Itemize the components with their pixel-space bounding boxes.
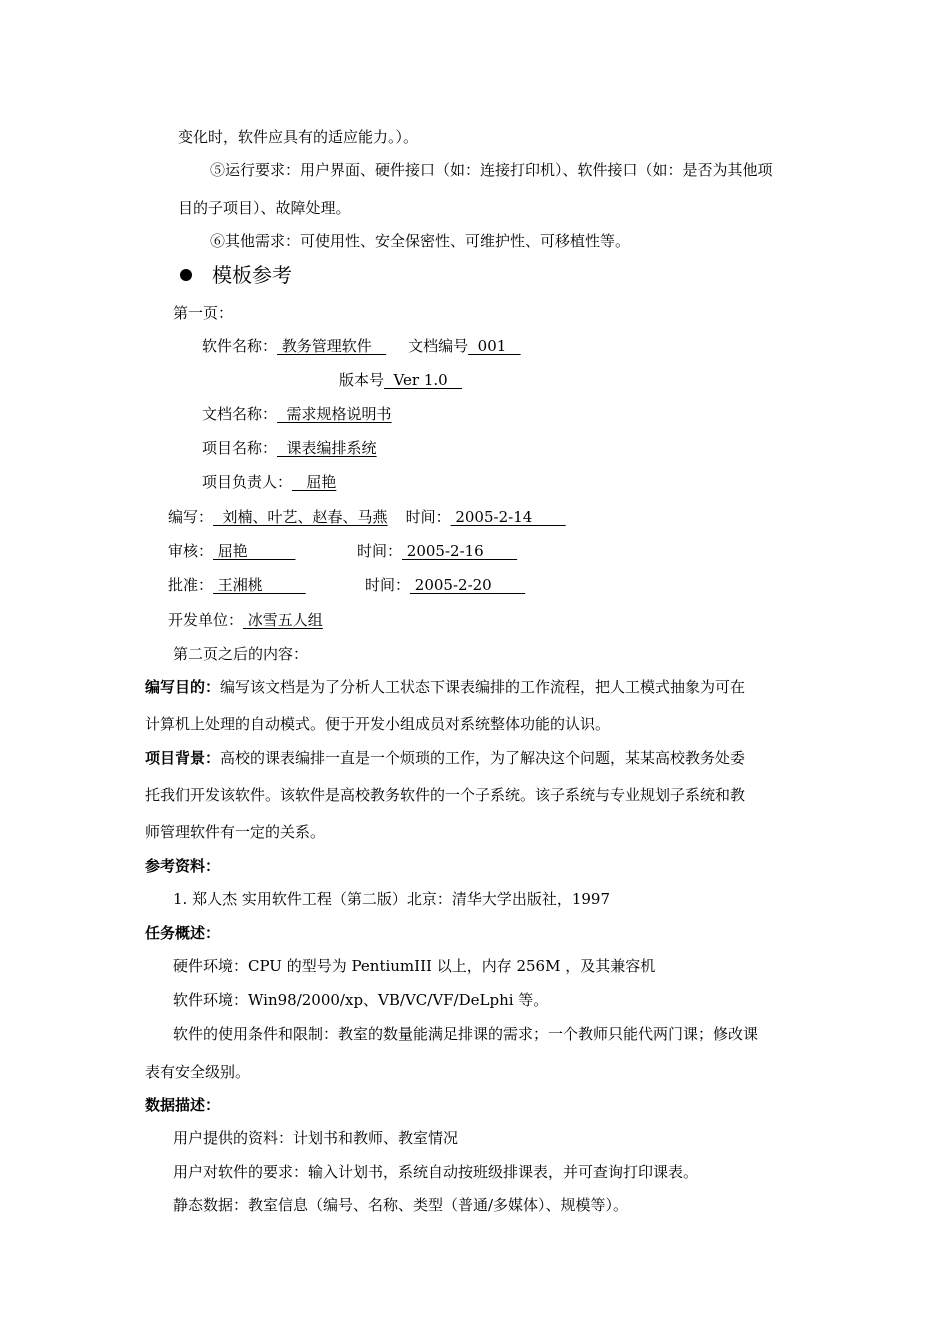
author-time-value: 2005-2-14 xyxy=(450,508,566,526)
background-text-cont: 托我们开发该软件。该软件是高校教务软件的一个子系统。该子系统与专业规划子系统和教 xyxy=(145,786,746,804)
approve-value: 王湘桃 xyxy=(213,576,306,594)
background-paragraph xyxy=(145,748,745,768)
software-name-row xyxy=(202,336,521,356)
first-page-label: 第一页： xyxy=(173,304,234,322)
project-name-row xyxy=(202,438,377,458)
version-row xyxy=(339,370,462,390)
doc-number-label: 文档编号 xyxy=(408,337,469,355)
review-row xyxy=(168,541,295,561)
version-label: 版本号 xyxy=(339,371,385,389)
software-name-label: 软件名称： xyxy=(202,337,278,355)
purpose-label: 编写目的： xyxy=(145,678,221,696)
approve-label: 批准： xyxy=(168,576,214,594)
author-label: 编写： xyxy=(168,508,214,526)
requirement-item-5: ⑤运行要求：用户界面、硬件接口（如：连接打印机）、软件接口（如：是否为其他项 xyxy=(210,161,773,179)
doc-name-row xyxy=(202,404,392,424)
background-text-cont: 师管理软件有一定的关系。 xyxy=(145,823,326,841)
purpose-text-cont: 计算机上处理的自动模式。便于开发小组成员对系统整体功能的认识。 xyxy=(145,715,611,733)
constraints: 软件的使用条件和限制：教室的数量能满足排课的需求；一个教师只能代两门课；修改课 xyxy=(173,1025,759,1043)
dev-unit-value: 冰雪五人组 xyxy=(243,611,323,629)
data-label: 数据描述： xyxy=(145,1096,221,1114)
section-heading: 模板参考 xyxy=(212,263,292,287)
author-row xyxy=(168,507,566,527)
purpose-paragraph xyxy=(145,677,745,697)
doc-name-value: 需求规格说明书 xyxy=(277,405,392,423)
reference-item: 1. 郑人杰 实用软件工程（第二版）北京：清华大学出版社，1997 xyxy=(173,890,611,908)
requirement-item-5-cont: 目的子项目）、故障处理。 xyxy=(178,199,351,217)
approve-time-label: 时间： xyxy=(365,576,411,594)
author-time-label: 时间： xyxy=(405,508,451,526)
review-label: 审核： xyxy=(168,542,214,560)
static-data: 静态数据：教室信息（编号、名称、类型（普通/多媒体）、规模等）。 xyxy=(173,1196,629,1214)
project-lead-value: 屈艳 xyxy=(292,473,337,491)
project-name-value: 课表编排系统 xyxy=(277,439,377,457)
bullet-icon xyxy=(180,269,192,281)
background-text: 高校的课表编排一直是一个烦琐的工作，为了解决这个问题，某某高校教务处委 xyxy=(220,749,746,767)
project-name-label: 项目名称： xyxy=(202,439,278,457)
user-requirements: 用户对软件的要求：输入计划书，系统自动按班级排课表，并可查询打印课表。 xyxy=(173,1163,699,1181)
approve-row xyxy=(168,575,306,595)
author-value: 刘楠、叶艺、赵春、马燕 xyxy=(213,508,388,526)
doc-number-value: 001 xyxy=(468,337,521,355)
task-label: 任务概述： xyxy=(145,924,221,942)
dev-unit-label: 开发单位： xyxy=(168,611,244,629)
software-env: 软件环境：Win98/2000/xp、VB/VC/VF/DeLphi 等。 xyxy=(173,991,549,1009)
background-label: 项目背景： xyxy=(145,749,221,767)
references-label: 参考资料： xyxy=(145,857,221,875)
purpose-text: 编写该文档是为了分析人工状态下课表编排的工作流程，把人工模式抽象为可在 xyxy=(220,678,746,696)
project-lead-row xyxy=(202,472,336,492)
approve-time-value: 2005-2-20 xyxy=(410,576,526,594)
review-value: 屈艳 xyxy=(213,542,296,560)
user-materials: 用户提供的资料：计划书和教师、教室情况 xyxy=(173,1129,459,1147)
hardware-env: 硬件环境：CPU 的型号为 PentiumIII 以上，内存 256M ，及其兼容机 xyxy=(173,957,656,975)
project-lead-label: 项目负责人： xyxy=(202,473,293,491)
version-value: Ver 1.0 xyxy=(384,371,462,389)
approve-time-row xyxy=(365,575,525,595)
software-name-value: 教务管理软件 xyxy=(277,337,387,355)
review-time-label: 时间： xyxy=(357,542,403,560)
review-time-row xyxy=(357,541,517,561)
second-page-label: 第二页之后的内容： xyxy=(173,645,309,663)
doc-name-label: 文档名称： xyxy=(202,405,278,423)
requirement-item-6: ⑥其他需求：可使用性、安全保密性、可维护性、可移植性等。 xyxy=(210,232,631,250)
dev-unit-row xyxy=(168,610,323,630)
constraints-cont: 表有安全级别。 xyxy=(145,1063,251,1081)
review-time-value: 2005-2-16 xyxy=(402,542,518,560)
intro-line: 变化时，软件应具有的适应能力。）。 xyxy=(178,128,419,146)
